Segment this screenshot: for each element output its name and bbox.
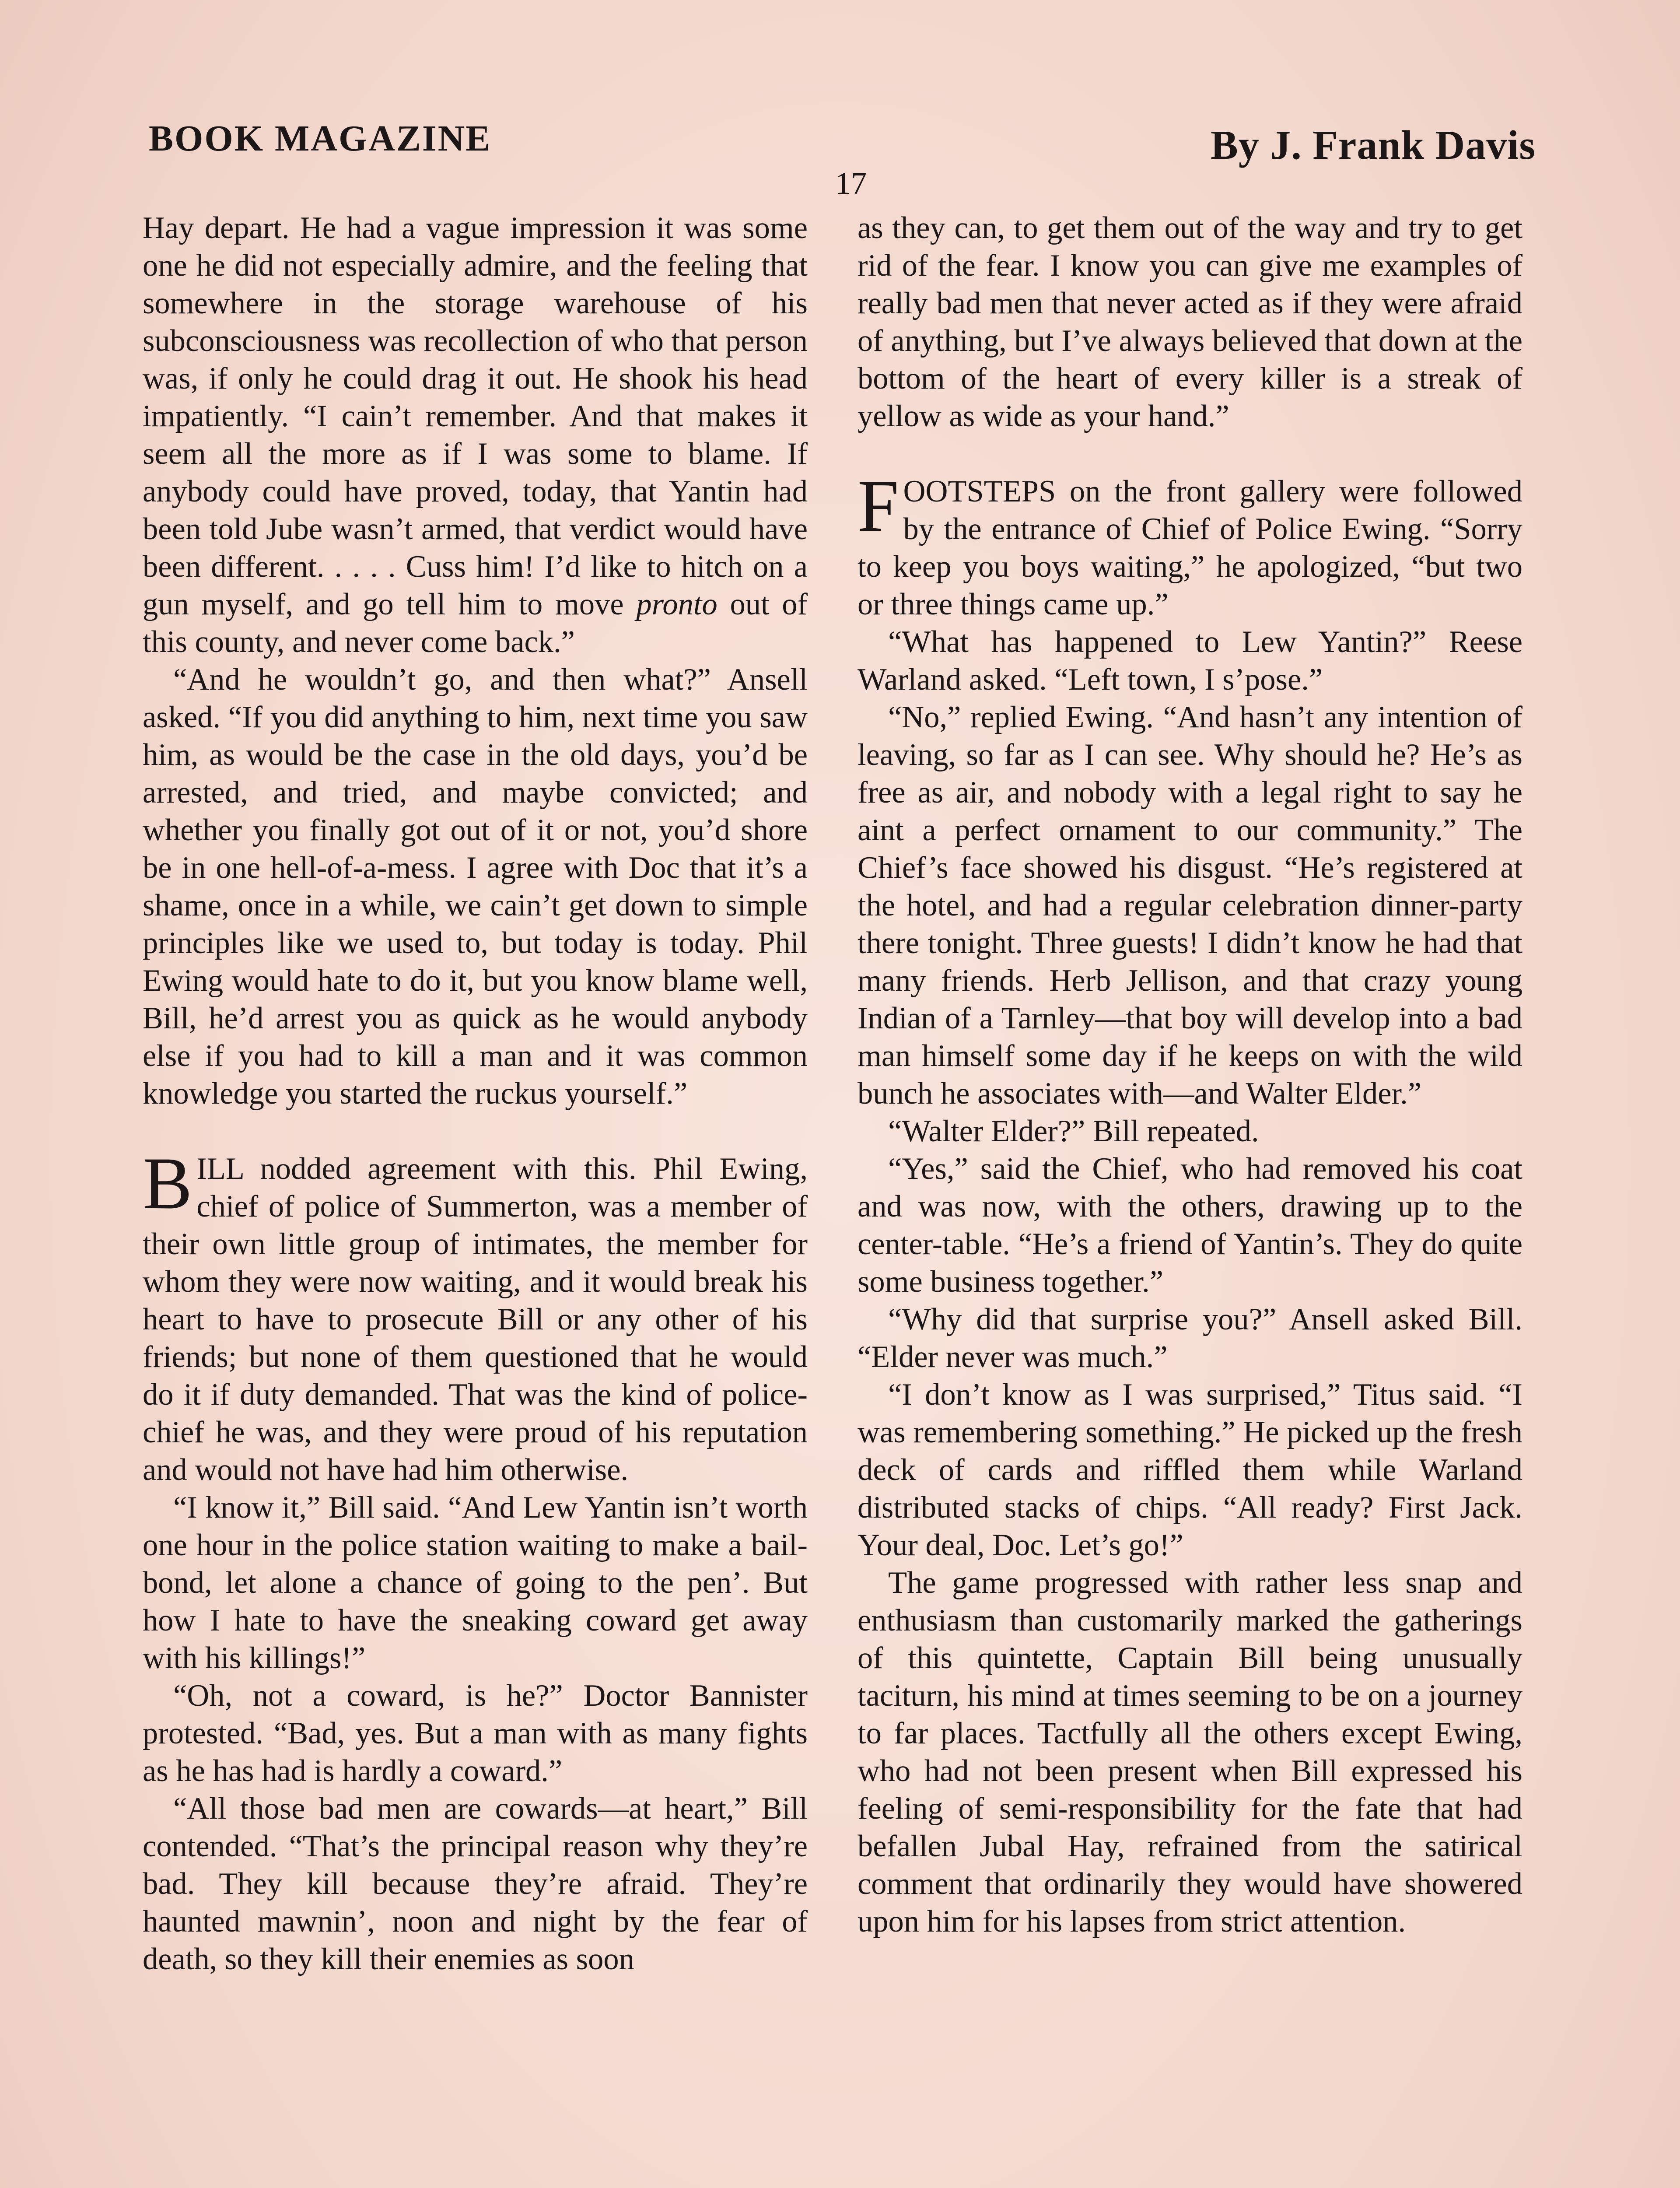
- paragraph: FOOTSTEPS on the front gallery were followed by the entrance of Chief of Police Ewing. “Sorry to keep you boys waiting,” he apologized, “but two or three things came up.”: [858, 465, 1522, 621]
- paragraph: “What has happened to Lew Yantin?” Reese Warland asked. “Left town, I s’pose.”: [858, 625, 1522, 697]
- right-text-column: [858, 209, 1522, 1940]
- drop-cap: B: [143, 1142, 192, 1224]
- paragraph: “Oh, not a coward, is he?” Doctor Bannister protested. “Bad, yes. But a man with as many fights as he has had is hardly a coward.”: [143, 1679, 808, 1788]
- page-number: 17: [835, 166, 867, 201]
- paragraph: “Why did that surprise you?” Ansell asked Bill. “Elder never was much.”: [858, 1302, 1522, 1374]
- running-head-author: By J. Frank Davis: [1211, 123, 1536, 168]
- paragraph: as they can, to get them out of the way and try to get rid of the fear. I know you can give me examples of really bad men that never acted as if they were afraid of anything, but I’ve always believed that down at the bottom of the heart of every killer is a streak of yellow as wide as your hand.”: [858, 211, 1522, 433]
- paragraph: “I don’t know as I was surprised,” Titus said. “I was remembering something.” He picked up the fresh deck of cards and riffled them while Warland distributed stacks of chips. “All ready? First Jack. Your deal, Doc. Let’s go!”: [858, 1378, 1522, 1562]
- paragraph: “Yes,” said the Chief, who had removed his coat and was now, with the others, drawing up to the center-table. “He’s a friend of Yantin’s. They do quite some business together.”: [858, 1152, 1522, 1299]
- drop-cap: F: [858, 465, 899, 547]
- paragraph: “Walter Elder?” Bill repeated.: [888, 1114, 1259, 1148]
- paragraph: “All those bad men are cowards—at heart,” Bill contended. “That’s the principal reason why they’re bad. They kill because they’re afraid. They’re haunted mawnin’, noon and night by the fear of death, so they kill their enemies as soon: [143, 1792, 808, 1976]
- running-head-title: BOOK MAGAZINE: [149, 118, 492, 159]
- paragraph: The game progressed with rather less snap and enthusiasm than customarily marked the gatherings of this quintette, Captain Bill being unusually taciturn, his mind at times seeming to be on a journey to far places. Tactfully all the others except Ewing, who had not been present when Bill expressed his feeling of semi-responsibility for the fate that had befallen Jubal Hay, refrained from the satirical comment that ordinarily they would have showered upon him for his lapses from strict attention.: [858, 1566, 1522, 1939]
- paragraph: “No,” replied Ewing. “And hasn’t any intention of leaving, so far as I can see. Why should he? He’s as free as air, and nobody with a legal right to say he aint a perfect ornament to our community.” The Chief’s face showed his disgust. “He’s registered at the hotel, and had a regular celebration dinner-party there tonight. Three guests! I didn’t know he had that many friends. Herb Jellison, and that crazy young Indian of a Tarnley—that boy will develop into a bad man himself some day if he keeps on with the wild bunch he associates with—and Walter Elder.”: [858, 700, 1522, 1111]
- paragraph: Hay depart. He had a vague impression it was some one he did not especially admire, and the feeling that somewhere in the storage warehouse of his subconsciousness was recollection of who that person was, if only he could drag it out. He shook his head impatiently. “I cain’t remember. And that makes it seem all the more as if I was some to blame. If anybody could have proved, today, that Yantin had been told Jube wasn’t armed, that verdict would have been different. . . . . Cuss him! I’d like to hitch on a gun myself, and go tell him to move pronto out of this county, and never come back.”: [143, 211, 808, 659]
- paragraph: “I know it,” Bill said. “And Lew Yantin isn’t worth one hour in the police station waiting to make a bail-bond, let alone a chance of going to the pen’. But how I hate to have the sneaking coward get away with his killings!”: [143, 1490, 808, 1675]
- paragraph: “And he wouldn’t go, and then what?” Ansell asked. “If you did anything to him, next time you saw him, as would be the case in the old days, you’d be arrested, and tried, and maybe convicted; and whether you finally got out of it or not, you’d shore be in one hell-of-a-mess. I agree with Doc that it’s a shame, once in a while, we cain’t get down to simple principles like we used to, but today is today. Phil Ewing would hate to do it, but you know blame well, Bill, he’d arrest you as quick as he would anybody else if you had to kill a man and it was common knowledge you started the ruckus yourself.”: [143, 663, 808, 1111]
- left-text-column: [143, 209, 808, 1978]
- paragraph: BILL nodded agreement with this. Phil Ewing, chief of police of Summerton, was a member of their own little group of intimates, the member for whom they were now waiting, and it would break his heart to have to prosecute Bill or any other of his friends; but none of them questioned that he would do it if duty demanded. That was the kind of police-chief he was, and they were proud of his reputation and would not have had him otherwise.: [143, 1142, 808, 1487]
